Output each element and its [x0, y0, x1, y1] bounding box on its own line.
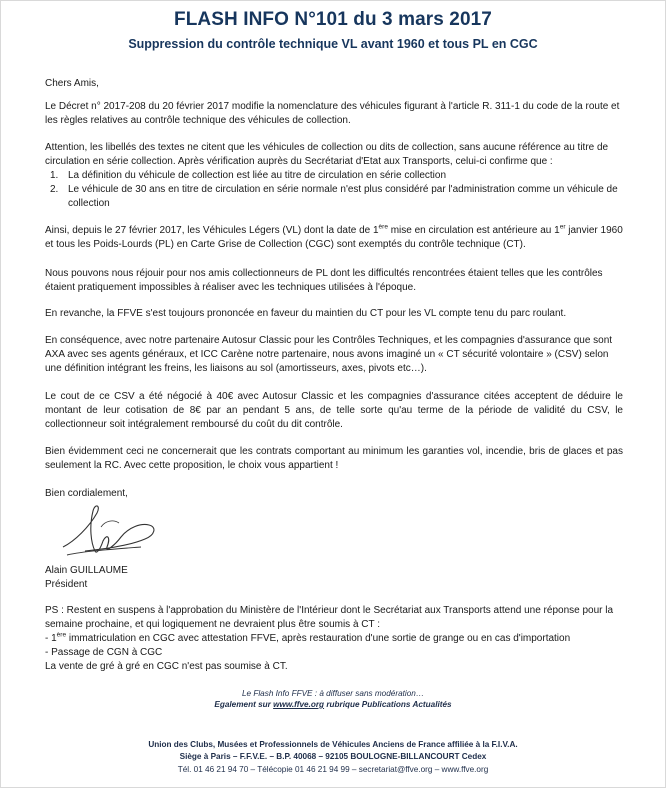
website-link[interactable]: www.ffve.org	[273, 700, 325, 709]
signer-name: Alain GUILLAUME	[45, 565, 128, 576]
list-item: 2. Le véhicule de 30 ans en titre de circulation en série normale n'est plus considéré par l'administration comme un véhicule de collection	[50, 183, 618, 209]
paragraph-csv: En conséquence, avec notre partenaire Autosur Classic pour les Contrôles Techniques, et les compagnies d'assurance que sont AXA avec ses agents généraux, et ICC Carène notre partenaire, nous avons imaginé un « CT sécurité volontaire » (CSV) selon une définition intégrant les freins, les liaisons au sol (amortisseurs, axes, pivots etc…).	[45, 335, 613, 374]
paragraph-guarantees: Bien évidemment ceci ne concernerait que les contrats comportant au minimum les garanties vol, incendie, bris de glaces et pas seulement la RC. Avec cette proposition, le choix vous appartient !	[45, 446, 623, 471]
postscript: PS : Restent en suspens à l'approbation du Ministère de l'Intérieur dont le Secrétariat aux Transports attend une réponse pour la semaine prochaine, et qui logiquement ne devraient plus être soumis à CT :	[45, 605, 614, 630]
paragraph-cost: Le cout de ce CSV a été négocié à 40€ avec Autosur Classic et les compagnies d'assurance citées acceptent de déduire le montant de leur cotisation de 8€ par an pendant 5 ans, de telle sorte qu'au terme de la période de validité du CSV, le collectionneur soit intégralement remboursé du coût du dit contrôle.	[45, 391, 623, 430]
flash-info-line: Le Flash Info FFVE : à diffuser sans modération…	[241, 689, 425, 698]
list-item: 1. La définition du véhicule de collection est liée au titre de circulation en série collection	[50, 170, 447, 181]
handwritten-signature	[45, 497, 175, 561]
document-subtitle: Suppression du contrôle technique VL avant 1960 et tous PL en CGC	[128, 37, 538, 51]
document-title: FLASH INFO N°101 du 3 mars 2017	[174, 9, 492, 30]
paragraph-decree: Le Décret n° 2017-208 du 20 février 2017 modifie la nomenclature des véhicules figurant à l'article R. 311-1 du code de la route et les règles relatives au contrôle technique des véhicules de collection.	[45, 101, 620, 126]
paragraph-pl: Nous pouvons nous réjouir pour nos amis collectionneurs de PL dont les difficultés rencontrées étaient telles que les contrôles étaient pratiquement impossibles à réaliser avec les techniques utilisées à l'époque.	[45, 268, 603, 293]
paragraph-attention: Attention, les libellés des textes ne citent que les véhicules de collection ou dits de collection, sans aucune référence au titre de circulation en série collection. Après vérification auprès du Secrétariat d'Etat aux Transports, celui-ci confirme que :	[45, 142, 609, 167]
contact-line: Tél. 01 46 21 94 70 – Télécopie 01 46 21 94 99 – secretariat@ffve.org – www.ffve.org	[177, 765, 489, 774]
ps-item-cgn: - Passage de CGN à CGC	[45, 647, 163, 658]
closing: Bien cordialement,	[45, 488, 128, 499]
confirmation-list	[45, 169, 623, 210]
ps-item-gre-a-gre: La vente de gré à gré en CGC n'est pas soumise à CT.	[45, 661, 288, 672]
address-line: Siège à Paris – F.F.V.E. – B.P. 40068 – 92105 BOULOGNE-BILLANCOURT Cedex	[179, 752, 487, 761]
signer-title: Président	[45, 579, 88, 590]
organization-line: Union des Clubs, Musées et Professionnels de Véhicules Anciens de France affiliée à la F.I.V.A.	[148, 740, 518, 749]
ps-item-immatriculation: - 1ère immatriculation en CGC avec attestation FFVE, après restauration d'une sortie de grange ou en cas d'importation	[45, 631, 571, 644]
paragraph-exemption: Ainsi, depuis le 27 février 2017, les Véhicules Légers (VL) dont la date de 1ère mise en circulation est antérieure au 1er janvier 1960 et tous les Poids-Lourds (PL) en Carte Grise de Collection (CGC) sont exemptés du contrôle technique (CT).	[45, 223, 623, 250]
website-line: Egalement sur www.ffve.org rubrique Publications Actualités	[214, 700, 452, 709]
greeting: Chers Amis,	[45, 78, 99, 89]
paragraph-ffve-position: En revanche, la FFVE s'est toujours prononcée en faveur du maintien du CT pour les VL compte tenu du parc roulant.	[45, 308, 567, 319]
